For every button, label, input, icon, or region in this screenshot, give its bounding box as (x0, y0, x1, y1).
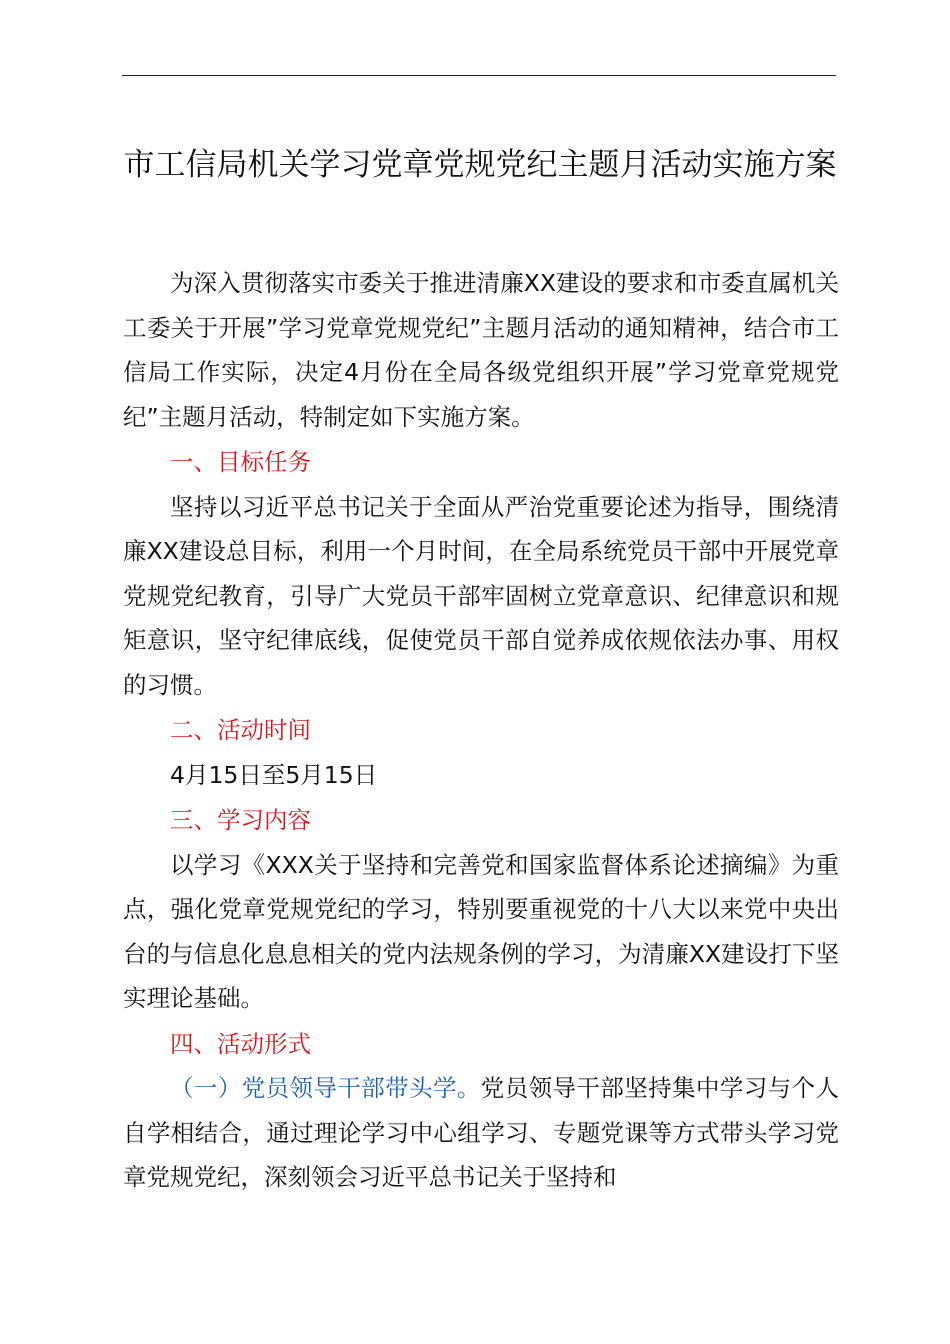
section-heading-format: 四、活动形式 (170, 1029, 311, 1058)
section-body-time: 4月15日至5月15日 (170, 760, 378, 789)
intro-paragraph: 为深入贯彻落实市委关于推进清廉XX建设的要求和市委直属机关工委关于开展”学习党章党规党纪”主题月活动的通知精神，结合市工信局工作实际，决定4月份在全局各级党组织开展”学习党章党规党纪”主题月活动，特制定如下实施方案。 (123, 269, 839, 431)
subsection-lead-leaders: （一）党员领导干部带头学。 (170, 1074, 481, 1102)
section-heading-content: 三、学习内容 (170, 806, 311, 834)
header-rule (122, 75, 836, 76)
section-heading-time: 二、活动时间 (170, 716, 311, 744)
document-body (123, 261, 839, 1200)
page-title: 市工信局机关学习党章党规党纪主题月活动实施方案 (123, 147, 837, 183)
section-body-content: 以学习《XXX关于坚持和完善党和国家监督体系论述摘编》为重点，强化党章党规党纪的学习，特别要重视党的十八大以来党中央出台的与信息化息息相关的党内法规条例的学习，为清廉XX建设打下坚实理论基础。 (123, 850, 839, 1012)
section-heading-goals: 一、目标任务 (170, 448, 311, 476)
subsection-body-leaders: 党员领导干部坚持集中学习与个人自学相结合，通过理论学习中心组学习、专题党课等方式带头学习党章党规党纪，深刻领会习近平总书记关于坚持和 (123, 1074, 840, 1191)
section-body-goals: 坚持以习近平总书记关于全面从严治党重要论述为指导，围绕清廉XX建设总目标，利用一个月时间，在全局系统党员干部中开展党章党规党纪教育，引导广大党员干部牢固树立党章意识、纪律意识和规矩意识，坚守纪律底线，促使党员干部自觉养成依规依法办事、用权的习惯。 (123, 492, 839, 699)
subsection-paragraph-leaders (123, 1066, 839, 1200)
